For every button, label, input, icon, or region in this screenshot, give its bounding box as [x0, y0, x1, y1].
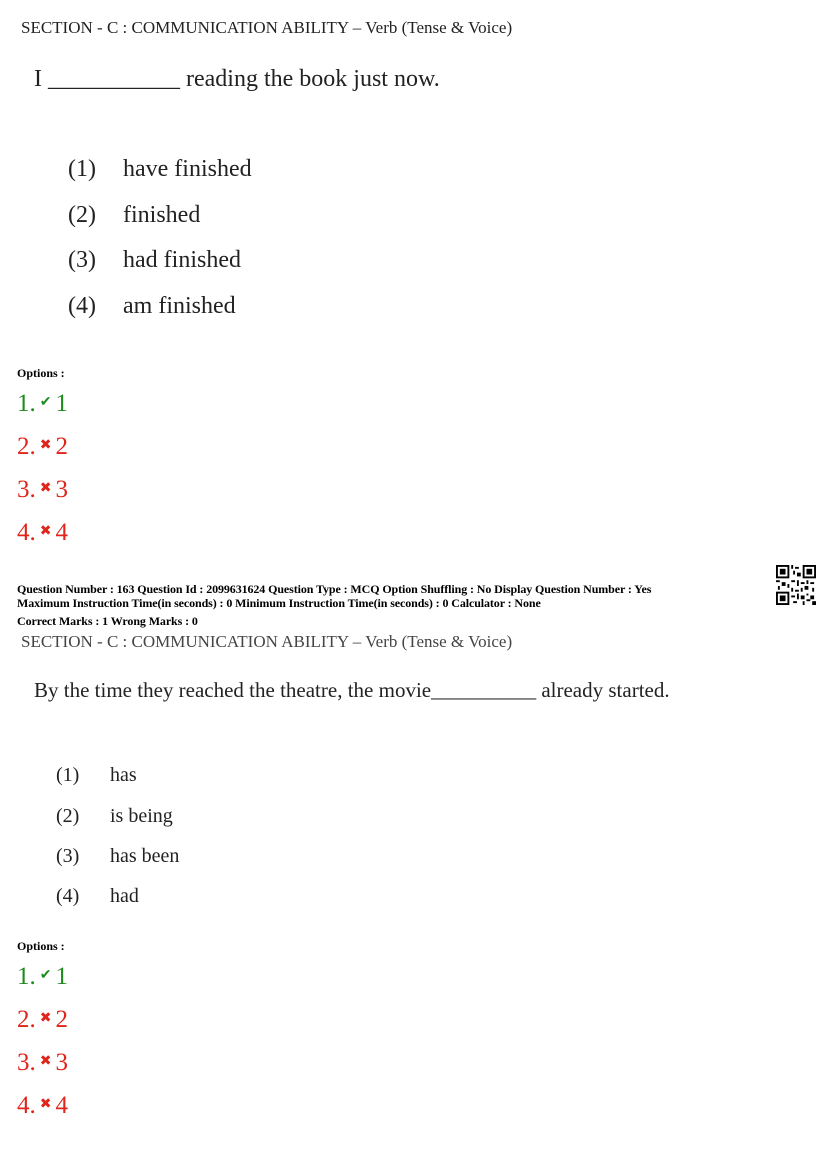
options-label: Options :: [17, 366, 65, 380]
choice-number: (1): [56, 764, 80, 786]
option-value: 4: [55, 519, 68, 546]
choice-number: (3): [56, 845, 80, 867]
choice-text: has been: [110, 845, 180, 867]
choice-number: (1): [68, 156, 96, 182]
option-row: [17, 1092, 68, 1121]
choice-item: [68, 293, 236, 320]
question-stem: I ___________ reading the book just now.: [34, 66, 440, 92]
choice-item: [56, 805, 173, 828]
option-index: 4.: [17, 519, 36, 546]
section-title: SECTION - C : COMMUNICATION ABILITY – Verb (Tense & Voice): [21, 18, 513, 37]
option-index: 3.: [17, 476, 36, 503]
cross-icon: ✖: [39, 438, 52, 454]
option-value: 1: [55, 963, 68, 990]
choice-item: [56, 764, 137, 787]
choice-item: [68, 202, 200, 229]
option-value: 1: [55, 390, 68, 417]
option-index: 1.: [17, 390, 36, 417]
option-row: [17, 519, 68, 548]
question-meta-line: Correct Marks : 1 Wrong Marks : 0: [17, 614, 198, 628]
choice-text: am finished: [123, 293, 236, 319]
option-index: 4.: [17, 1092, 36, 1119]
option-index: 3.: [17, 1049, 36, 1076]
choice-text: had finished: [123, 247, 241, 273]
cross-icon: ✖: [39, 524, 52, 540]
option-index: 1.: [17, 963, 36, 990]
option-row: [17, 390, 68, 419]
option-row: [17, 1006, 68, 1035]
options-label: Options :: [17, 939, 65, 953]
option-row: [17, 433, 68, 462]
option-index: 2.: [17, 1006, 36, 1033]
choice-number: (2): [68, 202, 96, 228]
check-icon: ✔: [39, 395, 52, 411]
choice-text: had: [110, 885, 139, 907]
option-value: 3: [55, 476, 68, 503]
choice-item: [68, 247, 241, 274]
option-value: 2: [55, 1006, 68, 1033]
question-stem: By the time they reached the theatre, the movie__________ already started.: [34, 678, 670, 702]
section-title: SECTION - C : COMMUNICATION ABILITY – Verb (Tense & Voice): [21, 632, 513, 651]
cross-icon: ✖: [39, 1097, 52, 1113]
choice-text: is being: [110, 805, 173, 827]
choice-number: (4): [56, 885, 80, 907]
option-row: [17, 1049, 68, 1078]
check-icon: ✔: [39, 968, 52, 984]
option-row: [17, 963, 68, 992]
option-value: 3: [55, 1049, 68, 1076]
option-index: 2.: [17, 433, 36, 460]
question-meta-line: Maximum Instruction Time(in seconds) : 0 Minimum Instruction Time(in seconds) : 0 Calculator : None: [17, 596, 541, 610]
choice-number: (4): [68, 293, 96, 319]
choice-item: [56, 885, 139, 908]
qr-code-icon: [776, 565, 816, 605]
option-row: [17, 476, 68, 505]
choice-text: finished: [123, 202, 201, 228]
cross-icon: ✖: [39, 1054, 52, 1070]
choice-number: (2): [56, 805, 80, 827]
choice-text: has: [110, 764, 137, 786]
cross-icon: ✖: [39, 481, 52, 497]
option-value: 2: [55, 433, 68, 460]
cross-icon: ✖: [39, 1011, 52, 1027]
question-meta-line: Question Number : 163 Question Id : 2099631624 Question Type : MCQ Option Shuffling : No Display Question Number : Yes: [17, 582, 652, 596]
option-value: 4: [55, 1092, 68, 1119]
choice-item: [68, 156, 252, 183]
choice-text: have finished: [123, 156, 252, 182]
choice-number: (3): [68, 247, 96, 273]
choice-item: [56, 845, 179, 868]
